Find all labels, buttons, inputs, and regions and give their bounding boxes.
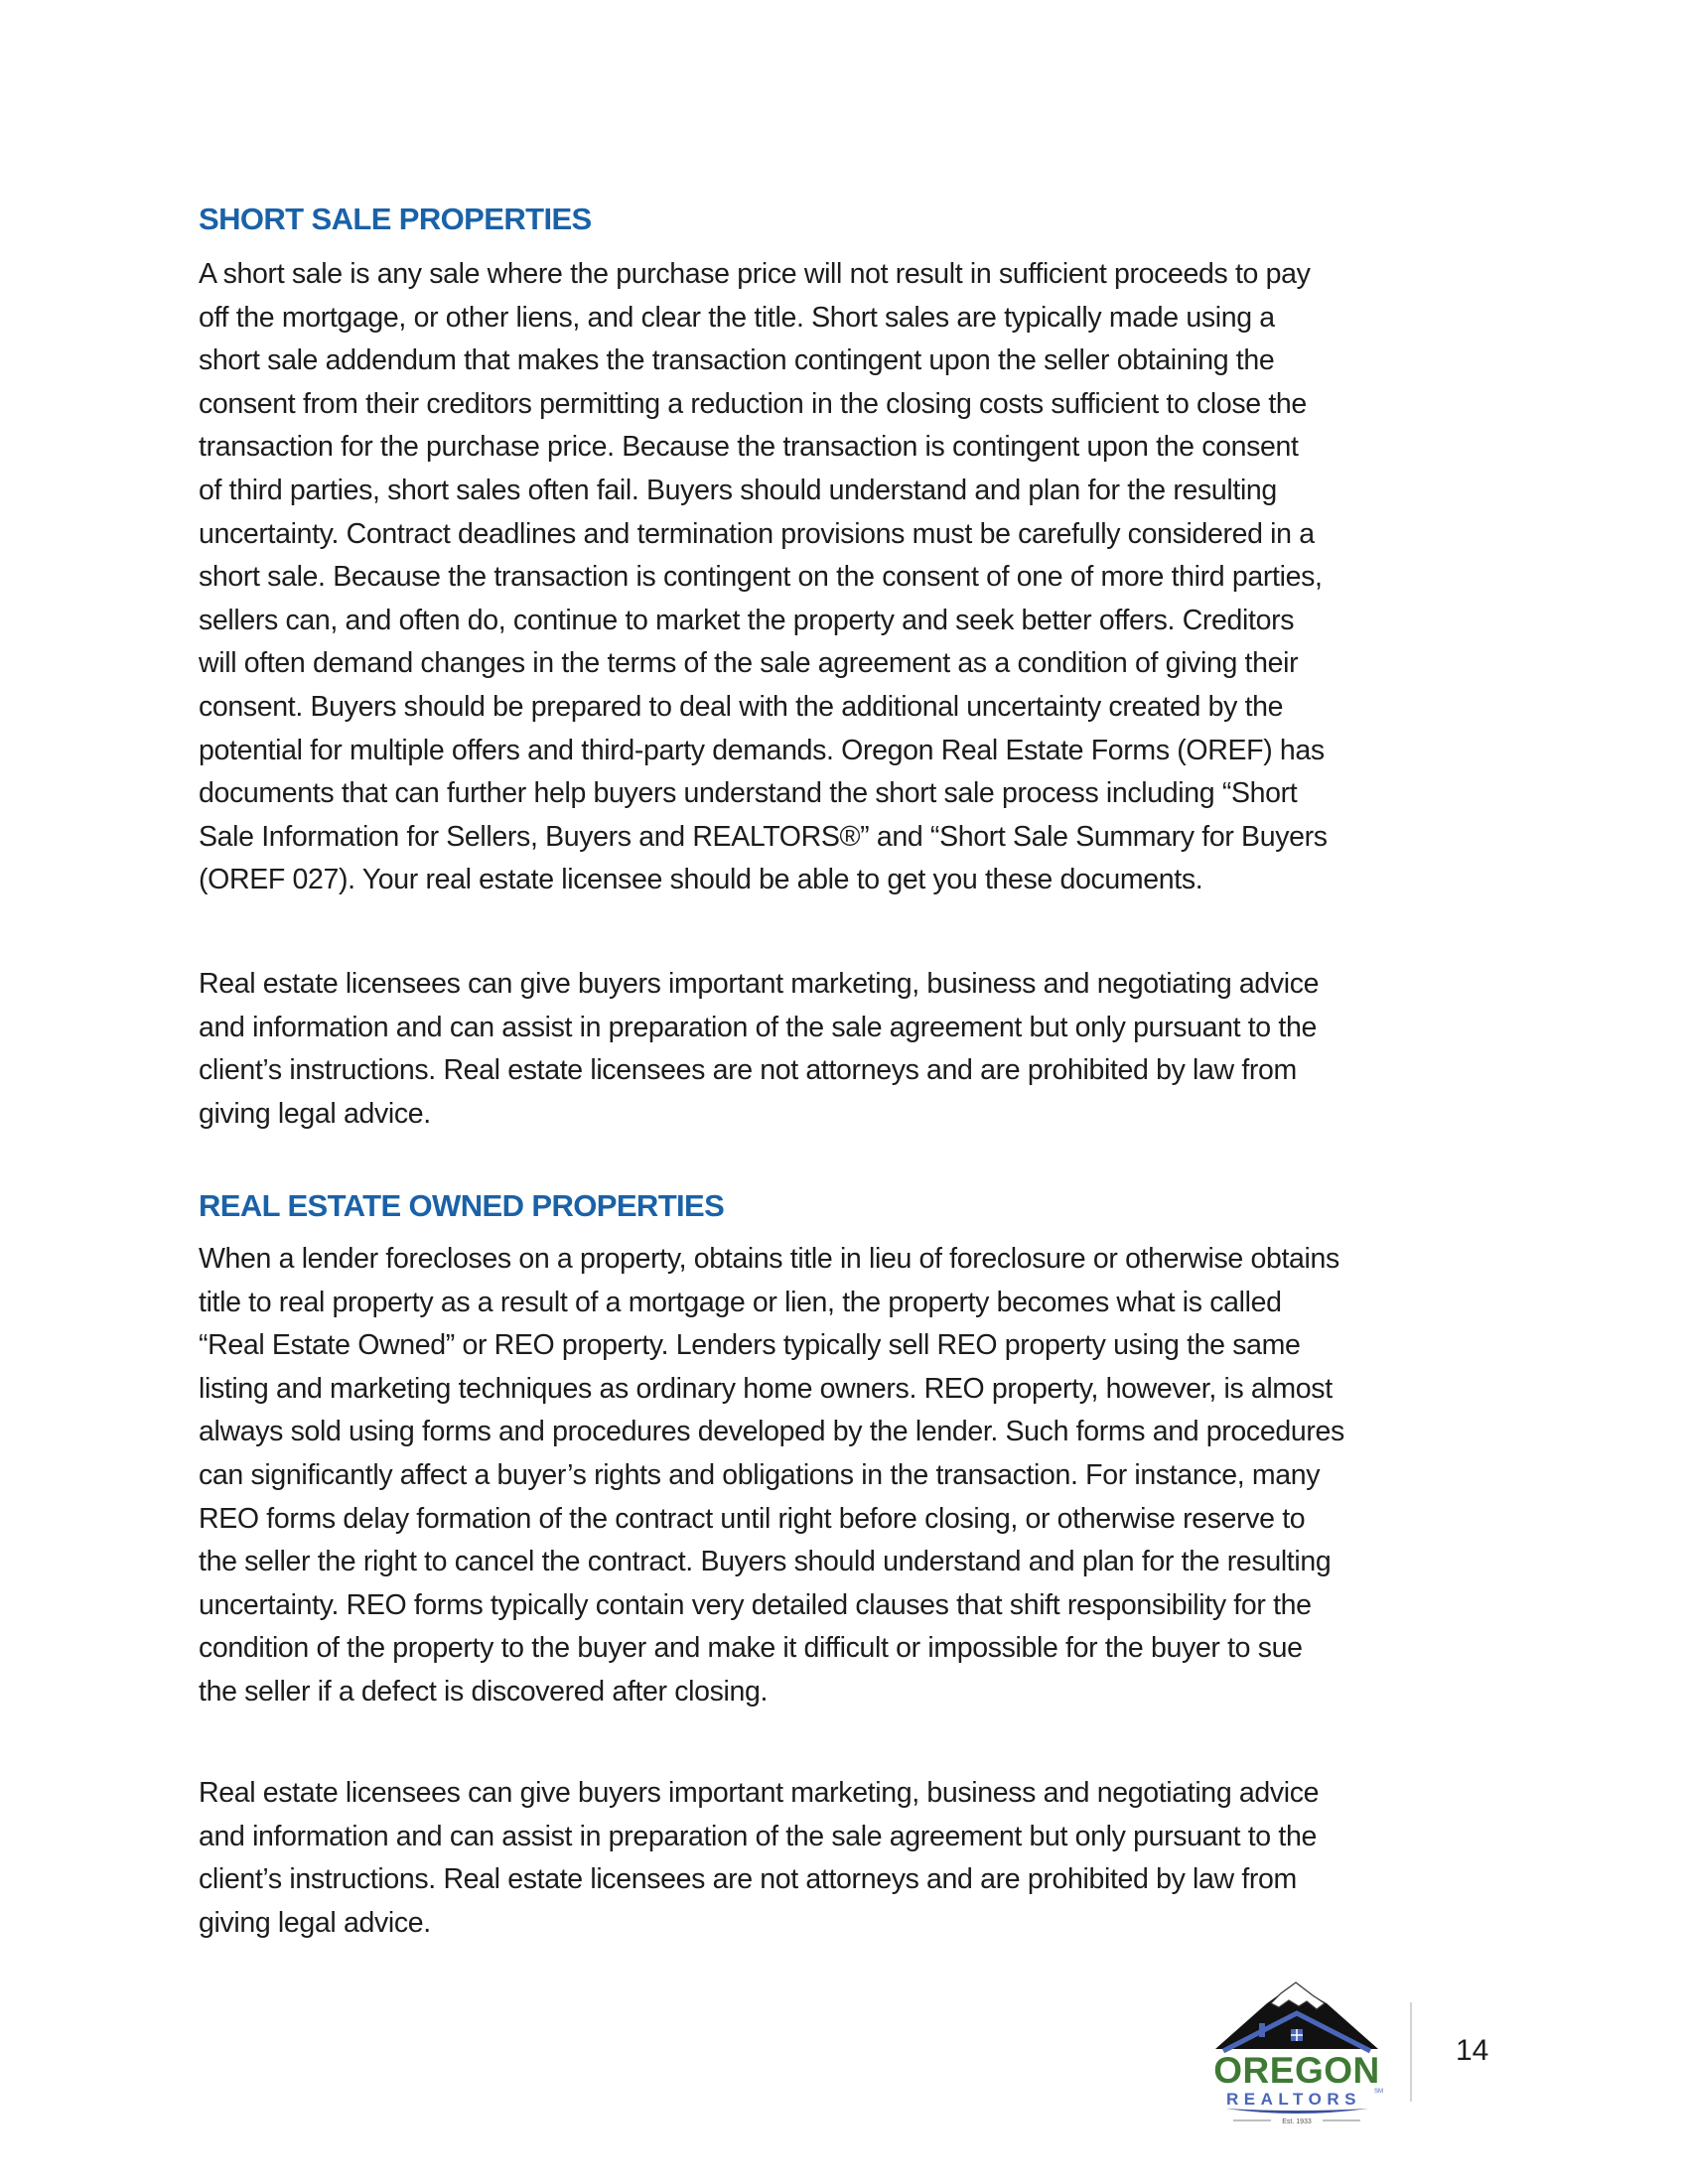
paragraph-licensee-disclaimer-2 bbox=[199, 1772, 1319, 1945]
text-line: transaction for the purchase price. Because the transaction is contingent upon the consent bbox=[199, 431, 1299, 464]
text-line: short sale. Because the transaction is contingent on the consent of one of more third parties, bbox=[199, 561, 1323, 594]
text-line: consent from their creditors permitting a reduction in the closing costs sufficient to close the bbox=[199, 387, 1307, 420]
text-line: (OREF 027). Your real estate licensee should be able to get you these documents. bbox=[199, 864, 1203, 896]
text-line: potential for multiple offers and third-party demands. Oregon Real Estate Forms (OREF) has bbox=[199, 734, 1325, 766]
text-line: sellers can, and often do, continue to market the property and seek better offers. Creditors bbox=[199, 604, 1295, 636]
text-line: uncertainty. REO forms typically contain very detailed clauses that shift responsibility for the bbox=[199, 1588, 1312, 1621]
text-line: Sale Information for Sellers, Buyers and REALTORS®” and “Short Sale Summary for Buyers bbox=[199, 820, 1328, 853]
text-line: A short sale is any sale where the purchase price will not result in sufficient proceeds to pay bbox=[199, 258, 1311, 290]
text-line: condition of the property to the buyer and make it difficult or impossible for the buyer to sue bbox=[199, 1632, 1303, 1665]
text-line: short sale addendum that makes the transaction contingent upon the seller obtaining the bbox=[199, 344, 1275, 377]
svg-text:SM: SM bbox=[1374, 2089, 1383, 2095]
text-line: consent. Buyers should be prepared to deal with the additional uncertainty created by the bbox=[199, 690, 1284, 723]
text-line: listing and marketing techniques as ordinary home owners. REO property, however, is almost bbox=[199, 1372, 1333, 1405]
text-line: of third parties, short sales often fail. Buyers should understand and plan for the resulting bbox=[199, 474, 1277, 506]
section-heading-short-sale: SHORT SALE PROPERTIES bbox=[199, 202, 592, 236]
footer-divider bbox=[1410, 2002, 1412, 2102]
text-line: giving legal advice. bbox=[199, 1097, 431, 1130]
text-line: “Real Estate Owned” or REO property. Lenders typically sell REO property using the same bbox=[199, 1329, 1301, 1362]
text-line: When a lender forecloses on a property, obtains title in lieu of foreclosure or otherwise obtains bbox=[199, 1243, 1339, 1275]
text-line: and information and can assist in preparation of the sale agreement but only pursuant to the bbox=[199, 1011, 1317, 1043]
text-line: can significantly affect a buyer’s rights and obligations in the transaction. For instance, many bbox=[199, 1458, 1321, 1491]
text-line: and information and can assist in preparation of the sale agreement but only pursuant to the bbox=[199, 1820, 1317, 1852]
text-line: documents that can further help buyers understand the short sale process including “Short bbox=[199, 777, 1298, 810]
paragraph-licensee-disclaimer-1 bbox=[199, 963, 1319, 1136]
text-line: off the mortgage, or other liens, and clear the title. Short sales are typically made using a bbox=[199, 301, 1275, 334]
text-line: will often demand changes in the terms of the sale agreement as a condition of giving their bbox=[199, 647, 1299, 680]
svg-text:OREGON: OREGON bbox=[1213, 2050, 1380, 2091]
text-line: client’s instructions. Real estate licensees are not attorneys and are prohibited by law from bbox=[199, 1863, 1297, 1896]
mountain-house-icon bbox=[1209, 1979, 1384, 2124]
text-line: always sold using forms and procedures developed by the lender. Such forms and procedures bbox=[199, 1416, 1344, 1448]
paragraph-reo-intro bbox=[199, 1238, 1344, 1714]
text-line: the seller the right to cancel the contract. Buyers should understand and plan for the resulting bbox=[199, 1546, 1332, 1578]
svg-text:Est. 1933: Est. 1933 bbox=[1282, 2118, 1312, 2124]
svg-text:REALTORS: REALTORS bbox=[1226, 2090, 1361, 2109]
text-line: giving legal advice. bbox=[199, 1906, 431, 1939]
text-line: the seller if a defect is discovered after closing. bbox=[199, 1675, 769, 1707]
text-line: title to real property as a result of a mortgage or lien, the property becomes what is called bbox=[199, 1286, 1282, 1318]
text-line: client’s instructions. Real estate licensees are not attorneys and are prohibited by law from bbox=[199, 1054, 1297, 1087]
text-line: REO forms delay formation of the contract until right before closing, or otherwise reserve to bbox=[199, 1502, 1306, 1535]
text-line: Real estate licensees can give buyers important marketing, business and negotiating advice bbox=[199, 1777, 1320, 1809]
paragraph-short-sale-intro bbox=[199, 253, 1328, 902]
page-number: 14 bbox=[1456, 2034, 1489, 2067]
text-line: uncertainty. Contract deadlines and termination provisions must be carefully considered in a bbox=[199, 517, 1315, 550]
section-heading-reo: REAL ESTATE OWNED PROPERTIES bbox=[199, 1188, 725, 1223]
text-line: Real estate licensees can give buyers important marketing, business and negotiating advice bbox=[199, 968, 1320, 1000]
oregon-realtors-logo bbox=[1209, 1979, 1384, 2124]
